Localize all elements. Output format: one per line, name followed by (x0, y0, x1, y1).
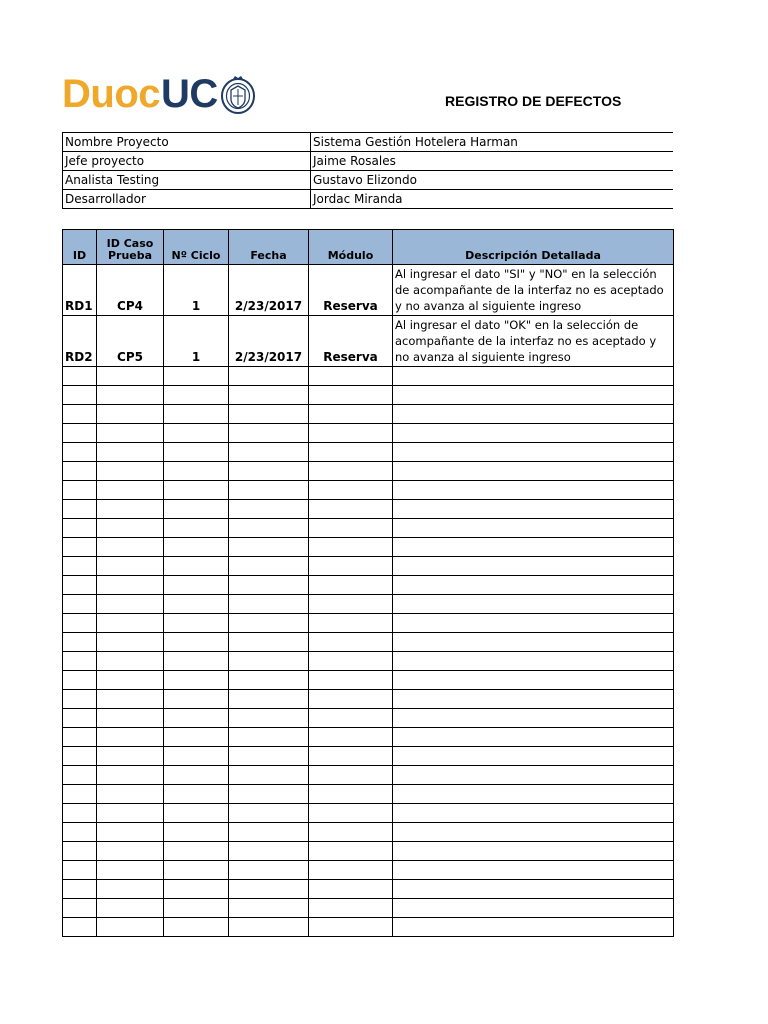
empty-cell (97, 652, 164, 671)
empty-cell (393, 576, 674, 595)
defect-cell-id: RD2 (63, 316, 97, 367)
empty-cell (164, 386, 229, 405)
empty-cell (97, 918, 164, 937)
empty-cell (97, 690, 164, 709)
empty-cell (97, 861, 164, 880)
empty-cell (229, 728, 309, 747)
empty-cell (63, 918, 97, 937)
info-row (63, 133, 674, 152)
empty-cell (393, 652, 674, 671)
column-header: Descripción Detallada (393, 230, 674, 265)
empty-row (63, 652, 674, 671)
empty-cell (63, 766, 97, 785)
empty-cell (229, 500, 309, 519)
empty-cell (97, 728, 164, 747)
empty-cell (393, 785, 674, 804)
empty-cell (229, 690, 309, 709)
empty-cell (63, 671, 97, 690)
empty-cell (309, 424, 393, 443)
empty-cell (309, 595, 393, 614)
defect-row (63, 265, 674, 316)
empty-row (63, 557, 674, 576)
empty-cell (229, 557, 309, 576)
empty-cell (393, 462, 674, 481)
empty-cell (309, 576, 393, 595)
defect-cell-fecha: 2/23/2017 (229, 265, 309, 316)
empty-cell (164, 785, 229, 804)
logo-text-duoc: Duoc (62, 71, 160, 116)
empty-cell (97, 785, 164, 804)
empty-cell (309, 500, 393, 519)
info-label: Analista Testing (63, 171, 311, 190)
empty-cell (164, 747, 229, 766)
empty-cell (309, 633, 393, 652)
empty-cell (393, 880, 674, 899)
empty-cell (309, 652, 393, 671)
empty-cell (63, 443, 97, 462)
empty-cell (229, 614, 309, 633)
empty-cell (63, 367, 97, 386)
empty-cell (309, 519, 393, 538)
info-label: Nombre Proyecto (63, 133, 311, 152)
empty-row (63, 367, 674, 386)
empty-cell (229, 405, 309, 424)
empty-cell (164, 519, 229, 538)
empty-cell (63, 880, 97, 899)
empty-cell (229, 519, 309, 538)
empty-cell (309, 804, 393, 823)
empty-cell (229, 443, 309, 462)
empty-cell (393, 367, 674, 386)
empty-cell (97, 595, 164, 614)
empty-cell (164, 709, 229, 728)
empty-cell (97, 443, 164, 462)
empty-cell (63, 899, 97, 918)
empty-cell (229, 785, 309, 804)
empty-cell (97, 462, 164, 481)
empty-cell (97, 614, 164, 633)
empty-cell (393, 842, 674, 861)
defect-cell-modulo: Reserva (309, 316, 393, 367)
empty-cell (63, 785, 97, 804)
empty-cell (309, 842, 393, 861)
empty-cell (309, 880, 393, 899)
empty-cell (63, 481, 97, 500)
empty-cell (309, 367, 393, 386)
empty-cell (393, 747, 674, 766)
empty-cell (63, 842, 97, 861)
empty-cell (309, 899, 393, 918)
info-label: Desarrollador (63, 190, 311, 209)
empty-row (63, 785, 674, 804)
defect-cell-caso: CP5 (97, 316, 164, 367)
empty-cell (229, 633, 309, 652)
university-seal-icon (220, 75, 256, 115)
empty-cell (63, 633, 97, 652)
column-header: ID Caso Prueba (97, 230, 164, 265)
empty-cell (309, 823, 393, 842)
info-row (63, 152, 674, 171)
empty-cell (63, 557, 97, 576)
defect-cell-caso: CP4 (97, 265, 164, 316)
empty-cell (229, 481, 309, 500)
empty-row (63, 842, 674, 861)
empty-cell (229, 367, 309, 386)
empty-row (63, 766, 674, 785)
empty-cell (164, 481, 229, 500)
empty-cell (97, 671, 164, 690)
empty-cell (309, 766, 393, 785)
empty-row (63, 424, 674, 443)
empty-cell (63, 690, 97, 709)
empty-row (63, 576, 674, 595)
column-header: Nº Ciclo (164, 230, 229, 265)
empty-cell (63, 709, 97, 728)
empty-cell (97, 633, 164, 652)
defect-cell-ciclo: 1 (164, 316, 229, 367)
empty-cell (164, 595, 229, 614)
empty-cell (164, 633, 229, 652)
empty-cell (229, 861, 309, 880)
empty-cell (164, 690, 229, 709)
empty-cell (63, 386, 97, 405)
empty-cell (393, 538, 674, 557)
project-info-table (62, 132, 673, 209)
empty-row (63, 918, 674, 937)
logo-text-uc: UC (161, 71, 218, 116)
defect-cell-fecha: 2/23/2017 (229, 316, 309, 367)
empty-cell (164, 424, 229, 443)
info-value: Gustavo Elizondo (311, 171, 674, 190)
empty-cell (309, 614, 393, 633)
defects-header-row (63, 230, 674, 265)
empty-cell (229, 462, 309, 481)
empty-cell (97, 766, 164, 785)
empty-cell (63, 424, 97, 443)
empty-row (63, 823, 674, 842)
empty-cell (63, 462, 97, 481)
empty-cell (164, 443, 229, 462)
empty-cell (309, 481, 393, 500)
empty-cell (164, 918, 229, 937)
empty-cell (393, 481, 674, 500)
empty-cell (393, 386, 674, 405)
empty-cell (309, 747, 393, 766)
empty-cell (63, 576, 97, 595)
empty-cell (229, 804, 309, 823)
empty-cell (229, 747, 309, 766)
empty-row (63, 747, 674, 766)
empty-cell (97, 424, 164, 443)
empty-cell (97, 557, 164, 576)
empty-row (63, 386, 674, 405)
empty-cell (393, 728, 674, 747)
empty-cell (229, 671, 309, 690)
empty-cell (164, 880, 229, 899)
empty-cell (393, 424, 674, 443)
empty-cell (97, 842, 164, 861)
empty-row (63, 443, 674, 462)
empty-cell (97, 747, 164, 766)
duocuc-logo (62, 64, 256, 124)
empty-cell (393, 766, 674, 785)
empty-cell (164, 367, 229, 386)
empty-cell (393, 557, 674, 576)
empty-row (63, 880, 674, 899)
empty-cell (63, 595, 97, 614)
empty-cell (97, 481, 164, 500)
empty-cell (164, 804, 229, 823)
empty-cell (63, 519, 97, 538)
empty-cell (97, 576, 164, 595)
empty-cell (164, 500, 229, 519)
empty-cell (63, 405, 97, 424)
empty-cell (309, 671, 393, 690)
empty-cell (393, 861, 674, 880)
empty-row (63, 728, 674, 747)
empty-row (63, 462, 674, 481)
empty-cell (393, 633, 674, 652)
empty-cell (309, 861, 393, 880)
info-value: Jaime Rosales (311, 152, 674, 171)
empty-cell (393, 500, 674, 519)
document-title: REGISTRO DE DEFECTOS (445, 93, 622, 109)
empty-cell (164, 899, 229, 918)
empty-cell (97, 386, 164, 405)
empty-cell (393, 671, 674, 690)
empty-cell (63, 861, 97, 880)
empty-cell (229, 899, 309, 918)
empty-row (63, 690, 674, 709)
empty-cell (97, 500, 164, 519)
empty-cell (393, 899, 674, 918)
empty-cell (229, 823, 309, 842)
empty-row (63, 595, 674, 614)
column-header: Módulo (309, 230, 393, 265)
empty-row (63, 519, 674, 538)
empty-cell (393, 690, 674, 709)
empty-cell (393, 614, 674, 633)
empty-cell (393, 823, 674, 842)
empty-cell (164, 652, 229, 671)
empty-cell (229, 386, 309, 405)
empty-cell (309, 709, 393, 728)
empty-cell (164, 823, 229, 842)
empty-row (63, 671, 674, 690)
empty-row (63, 804, 674, 823)
empty-cell (97, 823, 164, 842)
info-row (63, 171, 674, 190)
empty-row (63, 709, 674, 728)
empty-row (63, 500, 674, 519)
empty-cell (229, 652, 309, 671)
empty-cell (309, 785, 393, 804)
empty-cell (229, 538, 309, 557)
empty-row (63, 405, 674, 424)
defects-table (62, 229, 674, 937)
empty-cell (393, 595, 674, 614)
empty-cell (97, 709, 164, 728)
empty-cell (393, 405, 674, 424)
info-value: Jordac Miranda (311, 190, 674, 209)
empty-cell (63, 823, 97, 842)
info-row (63, 190, 674, 209)
empty-cell (229, 842, 309, 861)
empty-cell (229, 880, 309, 899)
empty-row (63, 633, 674, 652)
empty-cell (309, 386, 393, 405)
empty-cell (393, 804, 674, 823)
empty-cell (309, 690, 393, 709)
empty-cell (63, 500, 97, 519)
empty-row (63, 481, 674, 500)
empty-cell (97, 519, 164, 538)
defect-cell-modulo: Reserva (309, 265, 393, 316)
empty-cell (393, 519, 674, 538)
empty-cell (63, 728, 97, 747)
empty-row (63, 538, 674, 557)
empty-cell (63, 538, 97, 557)
empty-cell (164, 728, 229, 747)
empty-cell (309, 918, 393, 937)
empty-cell (164, 614, 229, 633)
empty-cell (97, 538, 164, 557)
empty-cell (309, 443, 393, 462)
empty-cell (229, 766, 309, 785)
empty-cell (164, 671, 229, 690)
empty-cell (229, 595, 309, 614)
empty-cell (164, 842, 229, 861)
empty-cell (97, 367, 164, 386)
info-label: Jefe proyecto (63, 152, 311, 171)
empty-cell (229, 918, 309, 937)
info-value: Sistema Gestión Hotelera Harman (311, 133, 674, 152)
empty-row (63, 614, 674, 633)
empty-cell (164, 462, 229, 481)
empty-cell (97, 804, 164, 823)
empty-cell (309, 462, 393, 481)
empty-cell (164, 538, 229, 557)
empty-cell (393, 918, 674, 937)
empty-cell (229, 424, 309, 443)
empty-cell (229, 576, 309, 595)
empty-cell (164, 861, 229, 880)
defect-cell-descripcion: Al ingresar el dato "OK" en la selección de acompañante de la interfaz no es aceptado y no avanza al siguiente ingreso (393, 316, 674, 367)
column-header: Fecha (229, 230, 309, 265)
empty-cell (97, 880, 164, 899)
defect-cell-id: RD1 (63, 265, 97, 316)
empty-cell (309, 405, 393, 424)
empty-cell (229, 709, 309, 728)
empty-cell (309, 557, 393, 576)
empty-row (63, 861, 674, 880)
empty-cell (63, 804, 97, 823)
column-header: ID (63, 230, 97, 265)
empty-cell (63, 747, 97, 766)
defect-row (63, 316, 674, 367)
empty-cell (164, 405, 229, 424)
empty-row (63, 899, 674, 918)
empty-cell (63, 652, 97, 671)
empty-cell (164, 557, 229, 576)
empty-cell (309, 538, 393, 557)
defect-cell-ciclo: 1 (164, 265, 229, 316)
empty-cell (63, 614, 97, 633)
empty-cell (164, 766, 229, 785)
empty-cell (393, 443, 674, 462)
empty-cell (97, 405, 164, 424)
defect-cell-descripcion: Al ingresar el dato "SI" y "NO" en la selección de acompañante de la interfaz no es aceptado y no avanza al siguiente ingreso (393, 265, 674, 316)
empty-cell (309, 728, 393, 747)
empty-cell (164, 576, 229, 595)
empty-cell (97, 899, 164, 918)
empty-cell (393, 709, 674, 728)
